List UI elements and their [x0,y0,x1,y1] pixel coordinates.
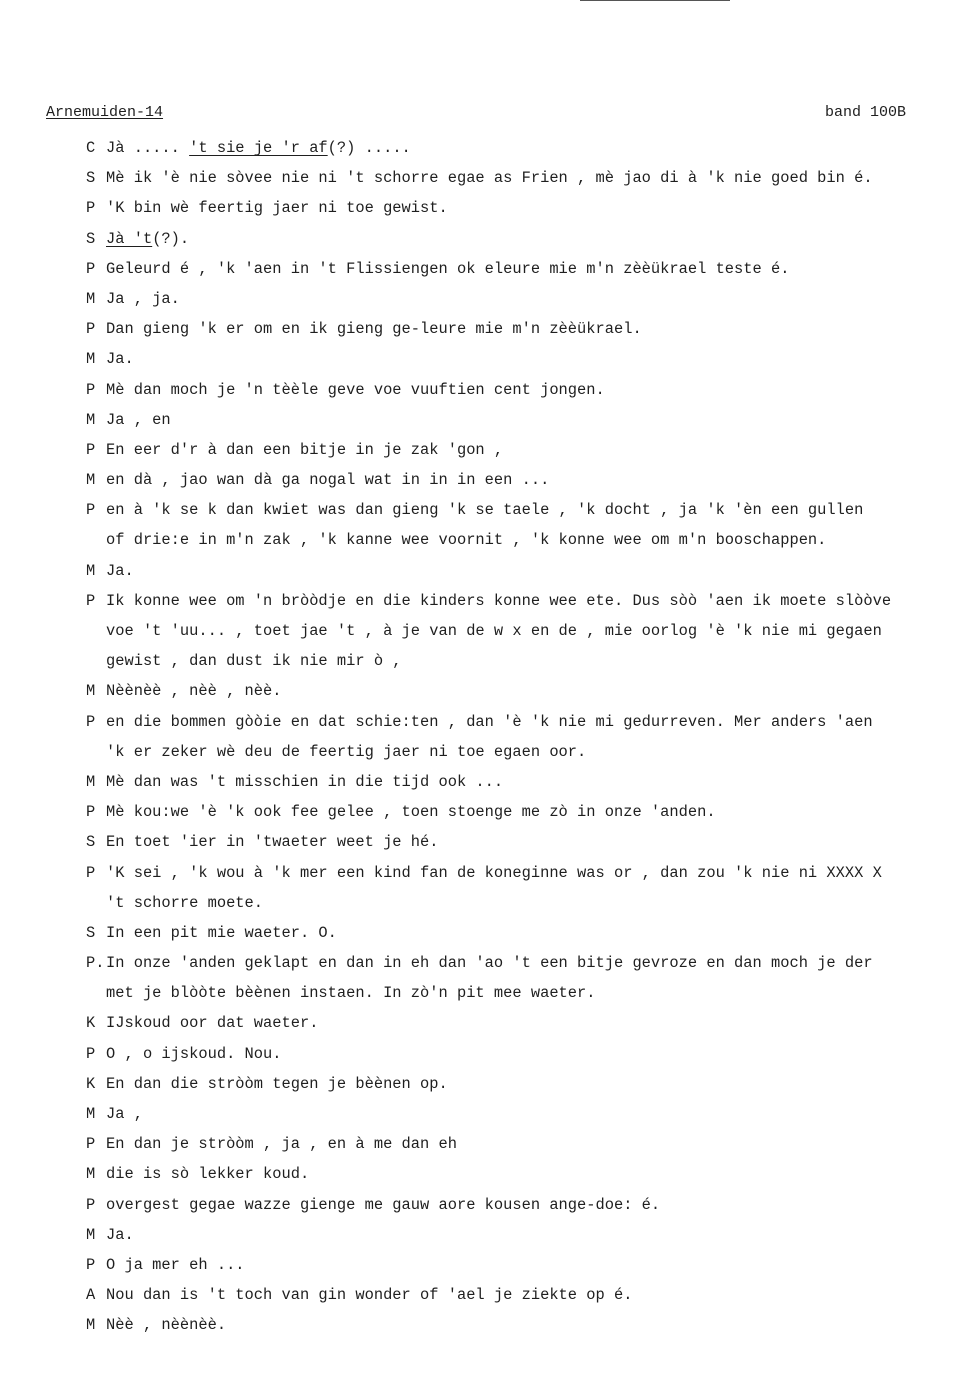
speaker-label: S [86,833,96,852]
speaker-label: M [86,772,96,791]
speaker-label: P [86,803,96,822]
utterance-text: 'K sei , 'k wou à 'k mer een kind fan de koneginne was or , dan zou 'k nie ni XXXX X [106,863,882,882]
speaker-label: P [86,712,96,731]
transcript-continuation-line [86,616,966,646]
tape-label: band 100B [824,104,906,121]
speaker-label: P [86,199,96,218]
speaker-label: K [86,1074,96,1093]
utterance-text: IJskoud oor dat waeter. [106,1014,319,1033]
speaker-label: C [86,139,96,157]
utterance-text: 'K bin wè feertig jaer ni toe gewist. [106,199,448,218]
utterance-text: (?). [152,229,190,248]
speaker-label: K [86,1014,96,1033]
document-title: Arnemuiden-14 [46,104,164,121]
speaker-label: P [86,320,96,339]
transcript-lines [86,133,966,1341]
utterance-text: overgest gegae wazze gienge me gauw aore kousen ange-doe: é. [106,1195,661,1214]
transcript-line [86,163,966,193]
speaker-label: M [86,350,96,369]
utterance-text: Nèènèè , nèè , nèè. [106,682,282,701]
utterance-text: Mè kou:we 'è 'k ook fee gelee , toen stoenge me zò in onze 'anden. [106,803,716,822]
speaker-label: A [86,1286,96,1305]
transcript-line [86,767,966,797]
utterance-text: voe 't 'uu... , toet jae 't , à je van de w x en de , mie oorlog 'è 'k nie mi gegaen [106,622,882,640]
speaker-label: M [86,471,96,490]
speaker-label: M [86,561,96,580]
speaker-label: P [86,1255,96,1274]
speaker-label: M [86,1105,96,1123]
utterance-text: Jà ..... [106,139,190,157]
transcript-line [86,1069,966,1099]
utterance-text: met je blòòte bèènen instaen. In zò'n pit mee waeter. [106,984,596,1003]
utterance-text: Mè ik 'è nie sòvee nie ni 't schorre egae as Frien , mè jao di à 'k nie goed bin é. [106,169,873,188]
speaker-label: P. [86,954,105,973]
transcript-continuation-line [86,646,966,676]
transcript-line [86,676,966,706]
speaker-label: P [86,380,96,399]
utterance-text: En toet 'ier in 'twaeter weet je hé. [106,833,439,852]
transcript-line [86,133,966,163]
utterance-text: gewist , dan dust ik nie mir ò , [106,652,402,671]
underlined-text: Jà 't [106,229,153,248]
speaker-label: S [86,923,96,942]
speaker-label: M [86,1225,96,1244]
transcript-line [86,465,966,495]
utterance-text: en die bommen gòòie en dat schie:ten , dan 'è 'k nie mi gedurreven. Mer anders 'aen [106,712,873,731]
speaker-label: P [86,1044,96,1063]
transcript-line [86,1250,966,1280]
utterance-text: Mè dan was 't misschien in die tijd ook ... [106,772,504,791]
utterance-text: 't schorre moete. [106,893,264,912]
speaker-label: P [86,1195,96,1214]
transcript-continuation-line [86,888,966,918]
speaker-label: M [86,682,96,701]
transcript-line [86,1008,966,1038]
speaker-label: M [86,1165,96,1184]
speaker-label: P [86,501,96,520]
speaker-label: M [86,289,96,308]
utterance-text: En dan je stròòm , ja , en à me dan eh [106,1135,457,1154]
speaker-label: S [86,169,96,188]
utterance-text: Ja , en [106,410,171,429]
transcript-line [86,1220,966,1250]
page-header [46,104,906,126]
speaker-label: P [86,591,96,610]
transcript-line [86,435,966,465]
underlined-text: 't sie je 'r af [189,139,328,157]
transcript-line [86,1099,966,1129]
transcript-continuation-line [86,737,966,767]
speaker-label: P [86,863,96,882]
utterance-text: Ja. [106,561,134,580]
transcript-line [86,314,966,344]
transcript-continuation-line [86,525,966,555]
transcript-line [86,1129,966,1159]
utterance-text: En dan die stròòm tegen je bèènen op. [106,1074,448,1093]
transcript-line [86,948,966,978]
utterance-text: Nèè , nèènèè. [106,1316,227,1335]
top-rule [580,0,730,1]
transcript-line [86,556,966,586]
transcript-line [86,284,966,314]
transcript-line [86,918,966,948]
transcript-line [86,1310,966,1340]
utterance-text: In een pit mie waeter. O. [106,923,337,942]
utterance-text: O , o ijskoud. Nou. [106,1044,282,1063]
speaker-label: P [86,1135,96,1154]
transcript-line [86,224,966,254]
utterance-text: Nou dan is 't toch van gin wonder of 'ael je ziekte op é. [106,1286,633,1305]
transcript-line [86,707,966,737]
transcript-line [86,254,966,284]
utterance-text: Dan gieng 'k er om en ik gieng ge-leure mie m'n zèèükrael. [106,320,642,339]
speaker-label: P [86,440,96,459]
utterance-text: En eer d'r à dan een bitje in je zak 'gon , [106,440,504,459]
transcript-line [86,858,966,888]
utterance-text: Ja , [106,1105,143,1123]
transcript-line [86,344,966,374]
utterance-text: In onze 'anden geklapt en dan in eh dan 'ao 't een bitje gevroze en dan moch je der [106,954,873,973]
utterance-text: Ja , ja. [106,289,180,308]
speaker-label: M [86,410,96,429]
transcript-line [86,586,966,616]
utterance-text: (?) ..... [327,139,411,157]
transcript-line [86,193,966,223]
transcript-line [86,1159,966,1189]
utterance-text: en dà , jao wan dà ga nogal wat in in in een ... [106,471,550,490]
transcript-line [86,375,966,405]
utterance-text: of drie:e in m'n zak , 'k kanne wee voornit , 'k konne wee om m'n booschappen. [106,531,827,550]
transcript-continuation-line [86,978,966,1008]
transcript-line [86,1280,966,1310]
utterance-text: Geleurd é , 'k 'aen in 't Flissiengen ok eleure mie m'n zèèükrael teste é. [106,259,790,278]
utterance-text: 'k er zeker wè deu de feertig jaer ni toe egaen oor. [106,742,587,761]
transcript-line [86,495,966,525]
transcript-line [86,827,966,857]
utterance-text: Mè dan moch je 'n tèèle geve voe vuuftien cent jongen. [106,380,605,399]
transcript-line [86,1190,966,1220]
utterance-text: Ik konne wee om 'n bròòdje en die kinders konne wee ete. Dus sòò 'aen ik moete slòòve [106,591,892,610]
utterance-text: Ja. [106,350,134,369]
speaker-label: P [86,259,96,278]
transcript-line [86,405,966,435]
utterance-text: O ja mer eh ... [106,1255,245,1274]
speaker-label: S [86,229,96,248]
utterance-text: en à 'k se k dan kwiet was dan gieng 'k se taele , 'k docht , ja 'k 'èn een gullen [106,501,864,520]
transcript-line [86,797,966,827]
transcript-line [86,1039,966,1069]
utterance-text: Ja. [106,1225,134,1244]
utterance-text: die is sò lekker koud. [106,1165,310,1184]
speaker-label: M [86,1316,96,1335]
